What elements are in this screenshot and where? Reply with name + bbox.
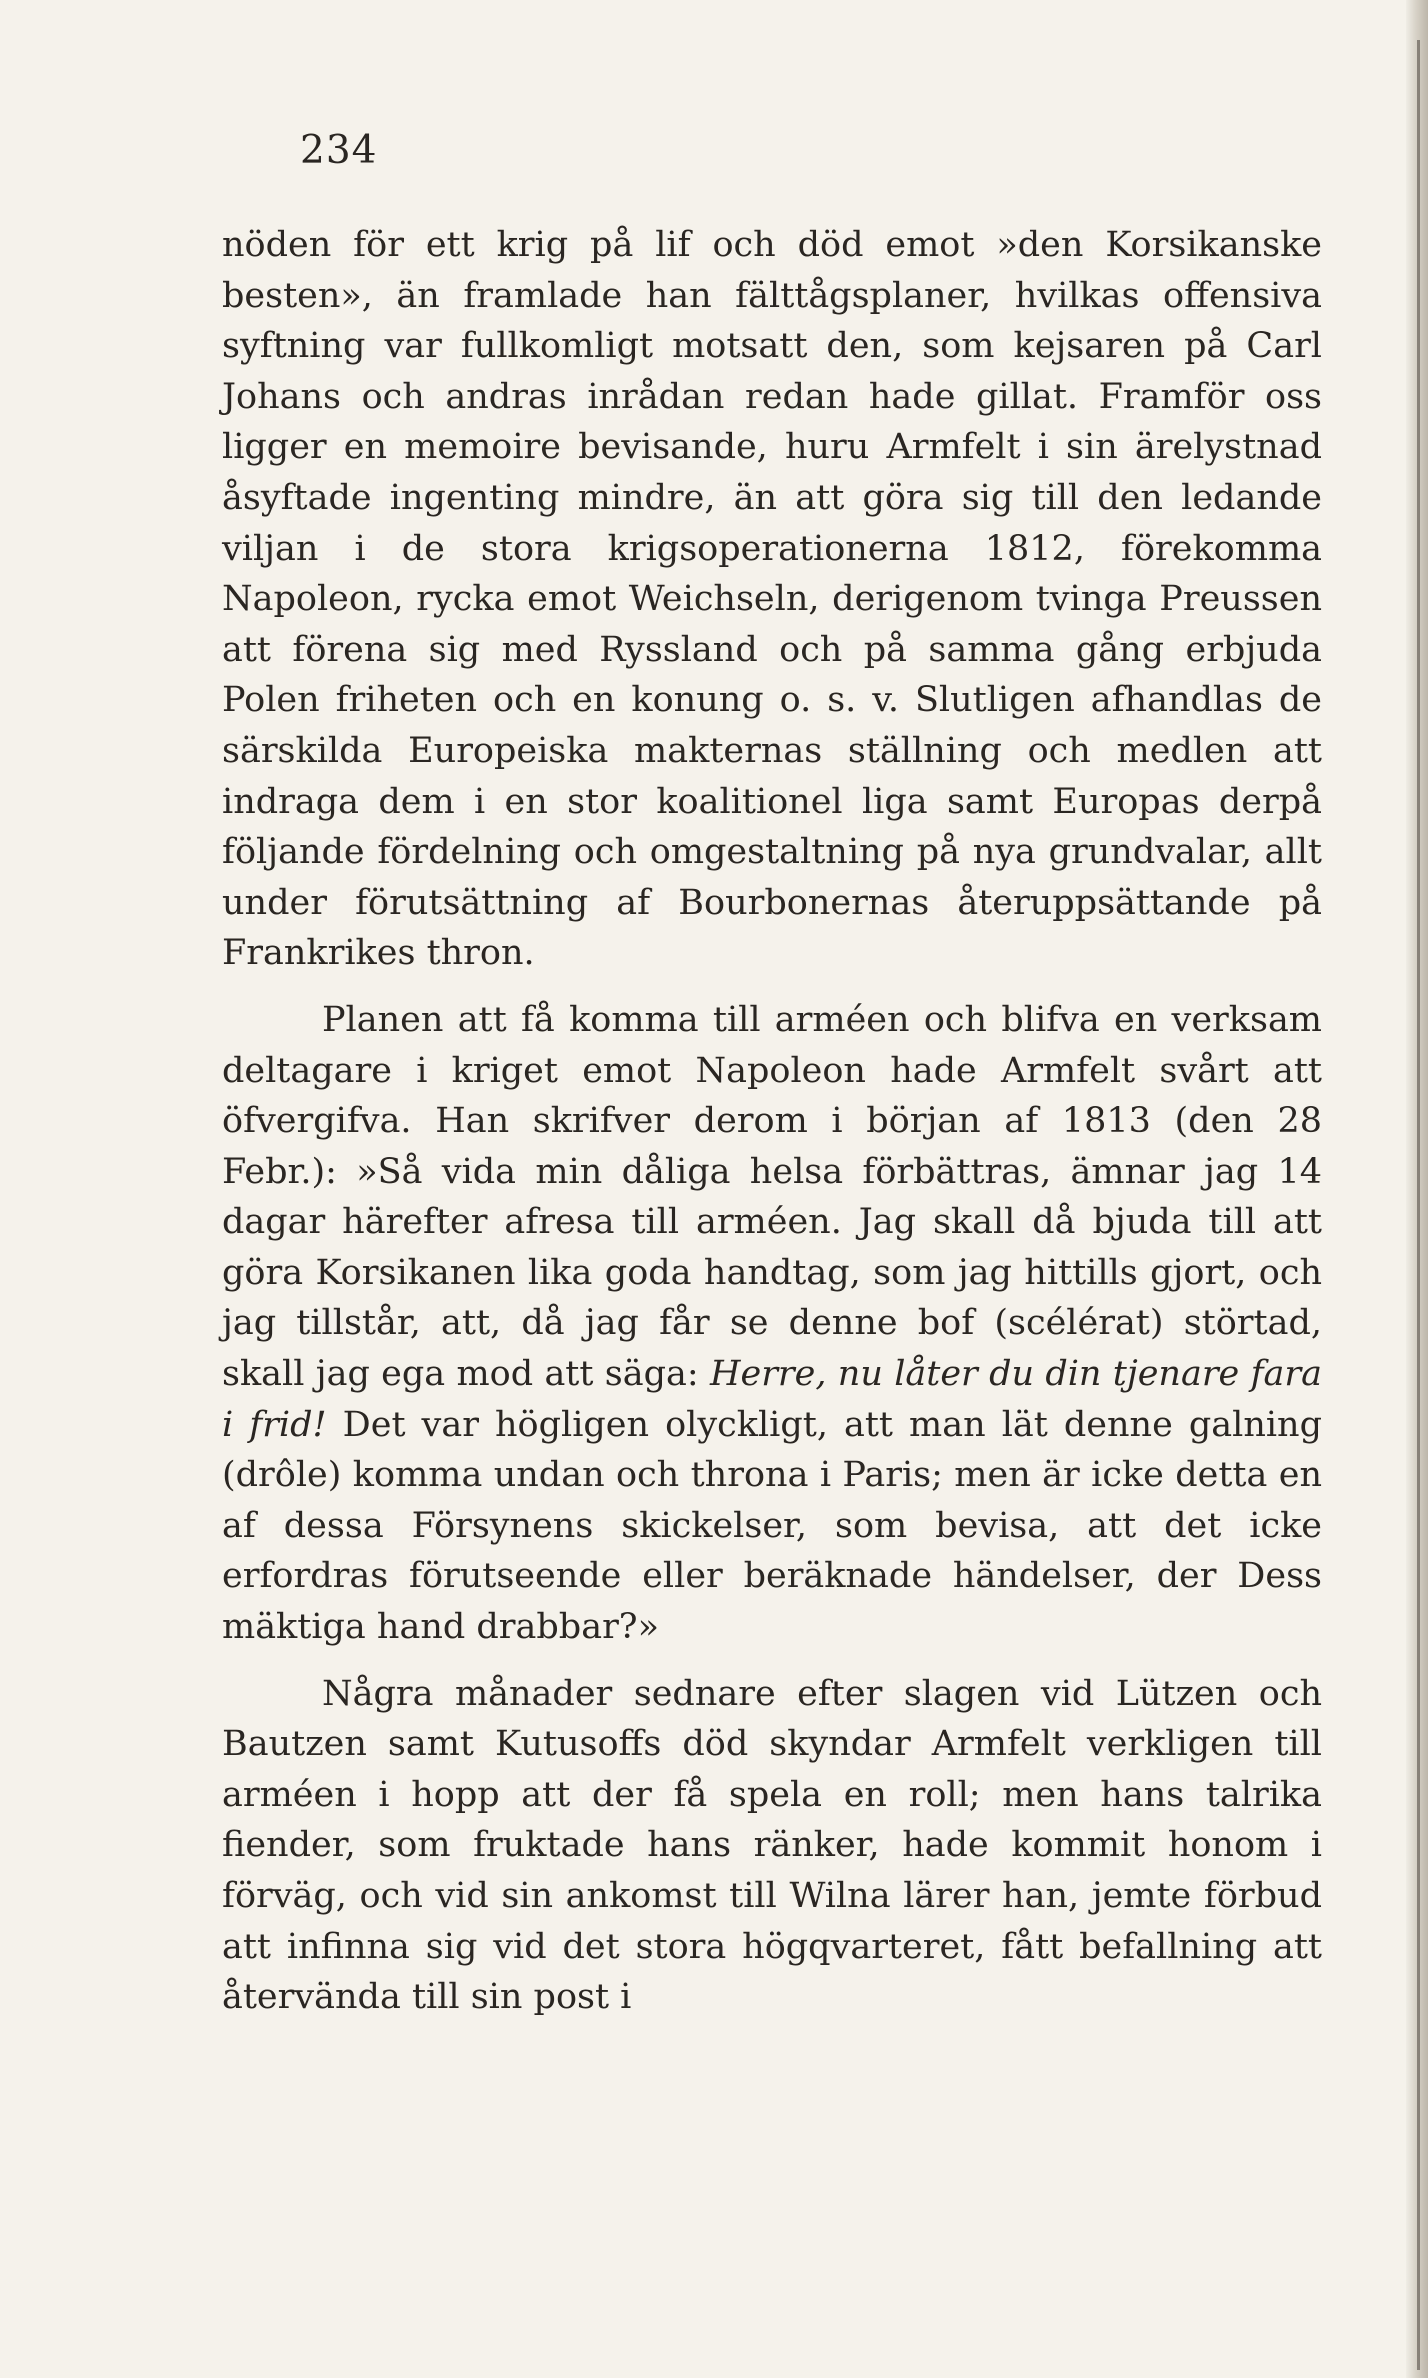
paragraph-2 <box>222 995 1322 1653</box>
page-number: 234 <box>300 128 378 173</box>
paragraph-1-text: nöden för ett krig på lif och död emot »den Korsikanske besten», än framlade han fälttågsplaner, hvilkas offensiva syftning var fullkomligt motsatt den, som kejsaren på Carl Johans och andras inrådan redan hade gillat. Framför oss ligger en memoire bevisande, huru Armfelt i sin ärelystnad åsyftade ingenting mindre, än att göra sig till den ledande viljan i de stora krigsoperationerna 1812, förekomma Napoleon, rycka emot Weichseln, derigenom tvinga Preussen att förena sig med Ryssland och på samma gång erbjuda Polen friheten och en konung o. s. v. Slutligen afhandlas de särskilda Europeiska makternas ställning och medlen att indraga dem i en stor koalitionel liga samt Europas derpå följande fördelning och omgestaltning på nya grundvalar, allt under förutsättning af Bourbonernas återuppsättande på Frankrikes thron. <box>222 225 1322 974</box>
paragraph-2-text-end: Det var högligen olyckligt, att man lät denne galning (drôle) komma undan och throna i Paris; men är icke detta en af dessa Försynens skickelser, som bevisa, att det icke erfordras förutseende eller beräknade händelser, der Dess mäktiga hand drabbar?» <box>222 1404 1323 1648</box>
body-text <box>222 220 1322 2023</box>
paragraph-3-text: Några månader sednare efter slagen vid Lützen och Bautzen samt Kutusoffs död skyndar Armfelt verkligen till arméen i hopp att der få spela en roll; men hans talrika fiender, som fruktade hans ränker, hade kommit honom i förväg, och vid sin ankomst till Wilna lärer han, jemte förbud att infinna sig vid det stora högqvarteret, fått befallning att återvända till sin post i <box>222 1673 1322 2018</box>
paragraph-2-text-start: Planen att få komma till arméen och blifva en verksam deltagare i kriget emot Napoleon hade Armfelt svårt att öfvergifva. Han skrifver derom i början af 1813 (den 28 Febr.): »Så vida min dåliga helsa förbättras, ämnar jag 14 dagar härefter afresa till arméen. Jag skall då bjuda till att göra Korsikanen lika goda handtag, som jag hittills gjort, och jag tillstår, att, då jag får se denne bof (scélérat) störtad, skall jag ega mod att säga: <box>222 999 1322 1395</box>
paragraph-2-quote-italic: Herre, nu låter du din tjenare fara i frid! <box>222 1354 1322 1445</box>
binding-line <box>1417 40 1420 2370</box>
paragraph-3 <box>222 1669 1322 2023</box>
paragraph-1 <box>222 220 1322 979</box>
